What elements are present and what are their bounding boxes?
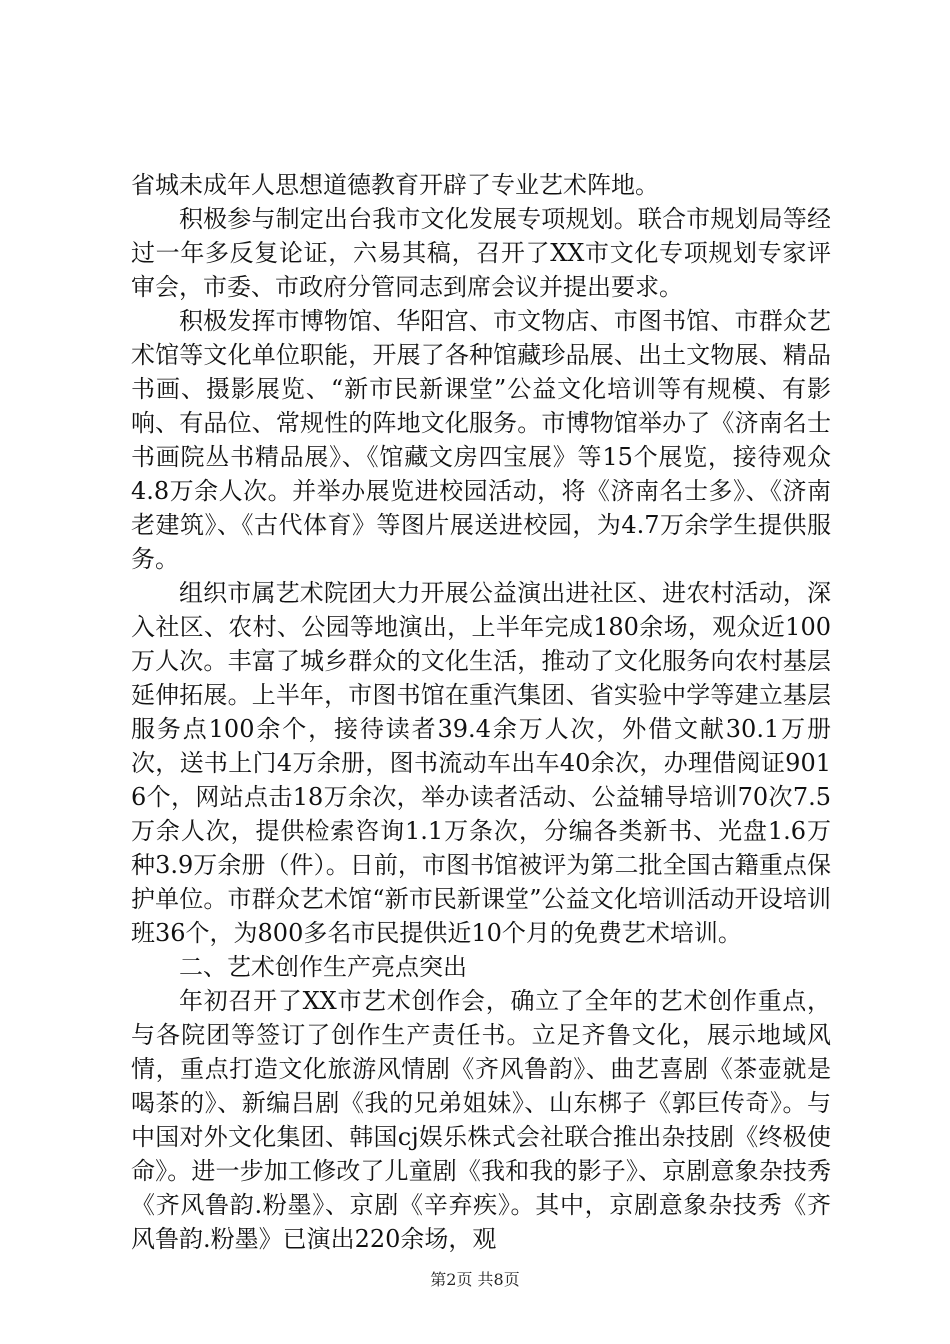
paragraph-planning: 积极参与制定出台我市文化发展专项规划。联合市规划局等经过一年多反复论证，六易其稿，召开了XX市文化专项规划专家评审会，市委、市政府分管同志到席会议并提出要求。 (131, 205, 831, 301)
document-body (131, 168, 831, 1256)
paragraph-museum-services: 积极发挥市博物馆、华阳宫、市文物店、市图书馆、市群众艺术馆等文化单位职能，开展了各种馆藏珍品展、出土文物展、精品书画、摄影展览、“新市民新课堂”公益文化培训等有规模、有影响、有品位、常规性的阵地文化服务。市博物馆举办了《济南名士书画院丛书精品展》、《馆藏文房四宝展》等15个展览，接待观众4.8万余人次。并举办展览进校园活动，将《济南名士多》、《济南老建筑》、《古代体育》等图片展送进校园，为4.7万余学生提供服务。 (131, 307, 831, 573)
paragraph-continuation: 省城未成年人思想道德教育开辟了专业艺术阵地。 (131, 171, 659, 199)
page-number-footer: 第2页 共8页 (430, 1270, 520, 1289)
paragraph-art-creation: 年初召开了XX市艺术创作会，确立了全年的艺术创作重点，与各院团等签订了创作生产责任书。立足齐鲁文化，展示地域风情，重点打造文化旅游风情剧《齐风鲁韵》、曲艺喜剧《茶壶就是喝茶的》、新编吕剧《我的兄弟姐妹》、山东梆子《郭巨传奇》。与中国对外文化集团、韩国cj娱乐株式会社联合推出杂技剧《终极使命》。进一步加工修改了儿童剧《我和我的影子》、京剧意象杂技秀《齐风鲁韵.粉墨》、京剧《辛弃疾》。其中，京剧意象杂技秀《齐风鲁韵.粉墨》已演出220余场，观 (131, 987, 831, 1253)
section-heading-art-creation: 二、艺术创作生产亮点突出 (179, 953, 467, 981)
paragraph-public-performances: 组织市属艺术院团大力开展公益演出进社区、进农村活动，深入社区、农村、公园等地演出，上半年完成180余场，观众近100万人次。丰富了城乡群众的文化生活，推动了文化服务向农村基层延伸拓展。上半年，市图书馆在重汽集团、省实验中学等建立基层服务点100余个，接待读者39.4余万人次，外借文献30.1万册次，送书上门4万余册，图书流动车出车40余次，办理借阅证9016个，网站点击18万余次，举办读者活动、公益辅导培训70次7.5万余人次，提供检索咨询1.1万条次，分编各类新书、光盘1.6万种3.9万余册（件）。日前，市图书馆被评为第二批全国古籍重点保护单位。市群众艺术馆“新市民新课堂”公益文化培训活动开设培训班36个，为800多名市民提供近10个月的免费艺术培训。 (131, 579, 831, 947)
